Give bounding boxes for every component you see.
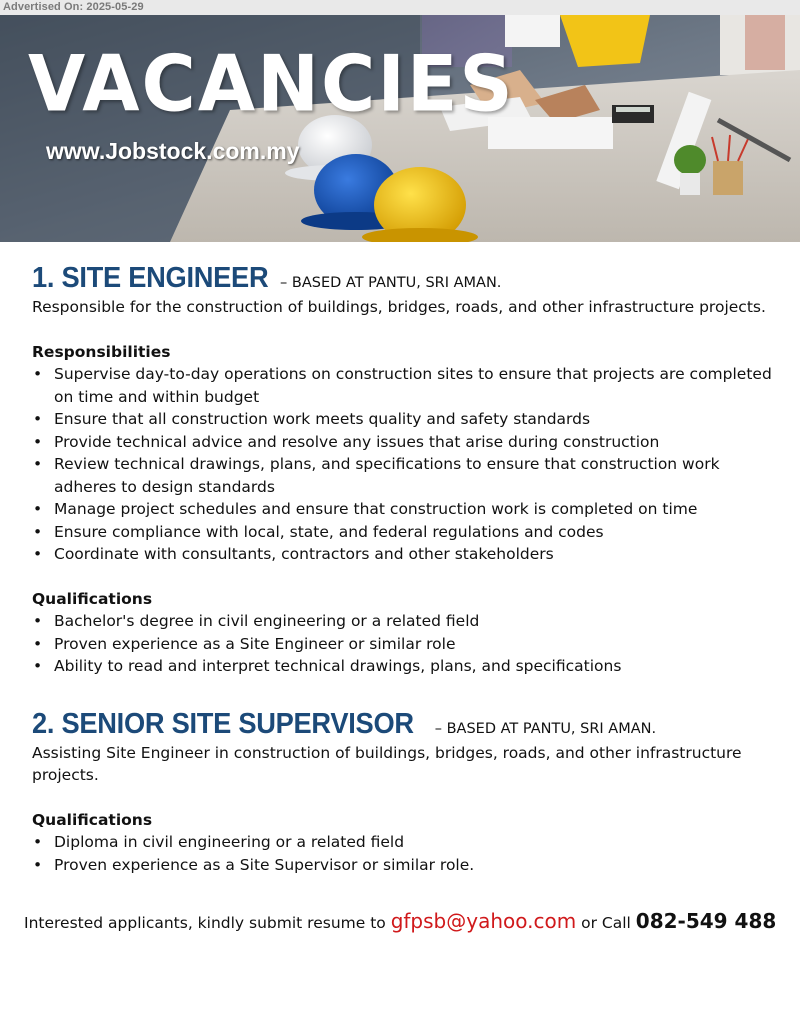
job-title: 1. SITE ENGINEER bbox=[32, 262, 269, 294]
qualifications-heading: Qualifications bbox=[32, 589, 153, 608]
qualifications-heading: Qualifications bbox=[32, 810, 153, 829]
qualifications-list bbox=[32, 610, 772, 678]
job-description: Assisting Site Engineer in construction of buildings, bridges, roads, and other infrastructure projects. bbox=[32, 743, 742, 784]
job-location: – BASED AT PANTU, SRI AMAN. bbox=[430, 720, 657, 737]
list-item: • Review technical drawings, plans, and specifications to ensure that construction work adheres to design standards bbox=[32, 453, 772, 498]
contact-middle: or Call bbox=[576, 914, 636, 932]
qualifications-list bbox=[32, 831, 772, 876]
list-item: • Supervise day-to-day operations on construction sites to ensure that projects are completed on time and within budget bbox=[32, 363, 772, 408]
job-heading bbox=[32, 258, 772, 298]
list-item: • Ensure compliance with local, state, and federal regulations and codes bbox=[32, 521, 772, 544]
job-listings bbox=[32, 258, 772, 876]
job-posting-site-engineer bbox=[32, 258, 772, 678]
contact-phone-number[interactable]: 082-549 488 bbox=[635, 909, 777, 933]
list-item: • Proven experience as a Site Engineer or similar role bbox=[32, 633, 772, 656]
advertised-date: Advertised On: 2025-05-29 bbox=[3, 1, 144, 13]
contact-prefix: Interested applicants, kindly submit resume to bbox=[24, 914, 391, 932]
list-item: • Diploma in civil engineering or a related field bbox=[32, 831, 772, 854]
responsibilities-list bbox=[32, 363, 772, 566]
list-item: • Bachelor's degree in civil engineering or a related field bbox=[32, 610, 772, 633]
application-contact bbox=[24, 906, 784, 938]
header-banner bbox=[0, 15, 800, 242]
job-location: – BASED AT PANTU, SRI AMAN. bbox=[275, 275, 502, 291]
job-posting-senior-site-supervisor bbox=[32, 704, 772, 877]
list-item: • Provide technical advice and resolve any issues that arise during construction bbox=[32, 431, 772, 454]
list-item: • Proven experience as a Site Supervisor or similar role. bbox=[32, 854, 772, 877]
contact-email-link[interactable]: gfpsb@yahoo.com bbox=[390, 909, 577, 933]
job-title: 2. SENIOR SITE SUPERVISOR bbox=[32, 707, 414, 740]
list-item: • Manage project schedules and ensure that construction work is completed on time bbox=[32, 498, 772, 521]
responsibilities-heading: Responsibilities bbox=[32, 342, 171, 361]
list-item: • Coordinate with consultants, contractors and other stakeholders bbox=[32, 543, 772, 566]
job-heading bbox=[32, 704, 772, 744]
list-item: • Ensure that all construction work meets quality and safety standards bbox=[32, 408, 772, 431]
banner-title: VACANCIES bbox=[28, 38, 515, 130]
banner-website-url: www.Jobstock.com.my bbox=[46, 138, 300, 164]
advertised-date-bar bbox=[0, 0, 800, 15]
list-item: • Ability to read and interpret technical drawings, plans, and specifications bbox=[32, 655, 772, 678]
job-description: Responsible for the construction of buildings, bridges, roads, and other infrastructure projects. bbox=[32, 298, 766, 316]
